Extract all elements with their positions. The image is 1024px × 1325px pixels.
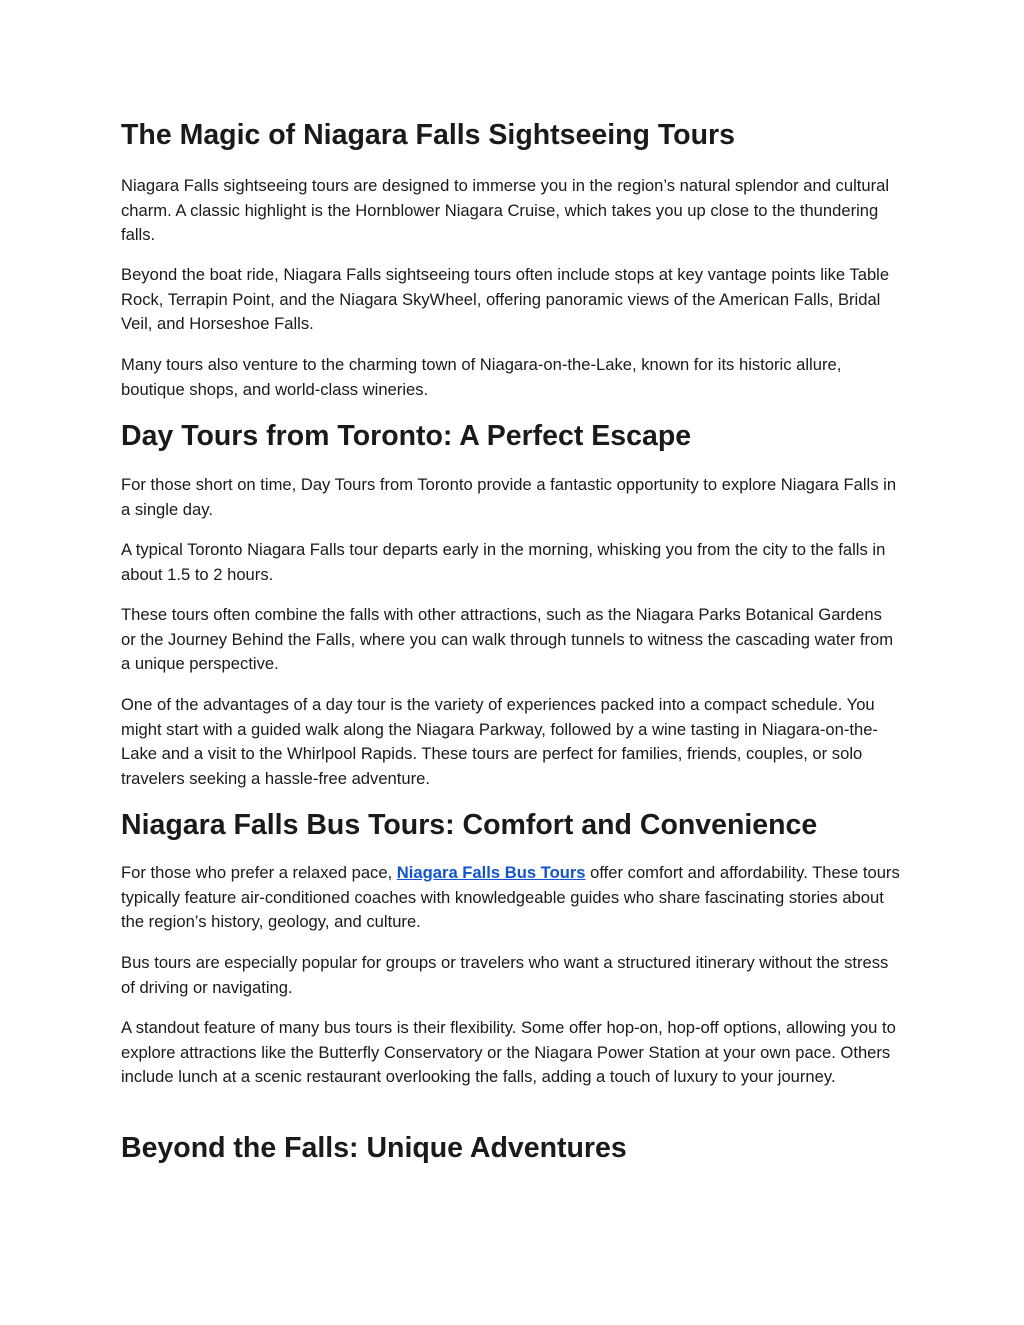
paragraph: For those short on time, Day Tours from Toronto provide a fantastic opportunity to explore Niagara Falls in a single day.: [121, 475, 897, 519]
paragraph: Niagara Falls sightseeing tours are designed to immerse you in the region’s natural splendor and cultural charm. A classic highlight is the Hornblower Niagara Cruise, which takes you up close to the thundering falls.: [121, 176, 890, 244]
section-heading-beyond-the-falls: Beyond the Falls: Unique Adventures: [121, 1132, 627, 1164]
paragraph-text-after-link: offer comfort and affordability. These tours typically feature air-conditioned coaches with knowledgeable guides who share fascinating stories about the region’s history, geology, and culture.: [121, 863, 900, 931]
paragraph: Bus tours are especially popular for groups or travelers who want a structured itinerary without the stress of driving or navigating.: [121, 953, 889, 997]
paragraph: A typical Toronto Niagara Falls tour departs early in the morning, whisking you from the city to the falls in about 1.5 to 2 hours.: [121, 540, 886, 584]
section-heading-sightseeing-tours: The Magic of Niagara Falls Sightseeing Tours: [121, 119, 735, 151]
bus-tours-link[interactable]: Niagara Falls Bus Tours: [396, 863, 586, 882]
paragraph: These tours often combine the falls with other attractions, such as the Niagara Parks Botanical Gardens or the Journey Behind the Falls, where you can walk through tunnels to witness the cascading water from a unique perspective.: [121, 605, 894, 673]
paragraph-with-link: [121, 861, 901, 935]
paragraph: Many tours also venture to the charming town of Niagara-on-the-Lake, known for its historic allure, boutique shops, and world-class wineries.: [121, 355, 842, 399]
section-heading-bus-tours: Niagara Falls Bus Tours: Comfort and Convenience: [121, 809, 818, 841]
paragraph: A standout feature of many bus tours is their flexibility. Some offer hop-on, hop-off options, allowing you to explore attractions like the Butterfly Conservatory or the Niagara Power Station at your own pace. Others include lunch at a scenic restaurant overlooking the falls, adding a touch of luxury to your journey.: [121, 1018, 896, 1086]
section-heading-day-tours: Day Tours from Toronto: A Perfect Escape: [121, 420, 692, 452]
paragraph: One of the advantages of a day tour is the variety of experiences packed into a compact schedule. You might start with a guided walk along the Niagara Parkway, followed by a wine tasting in Niagara-on-the-Lake and a visit to the Whirlpool Rapids. These tours are perfect for families, friends, couples, or solo travelers seeking a hassle-free adventure.: [121, 695, 878, 788]
paragraph-text-before-link: For those who prefer a relaxed pace,: [121, 863, 397, 882]
paragraph: Beyond the boat ride, Niagara Falls sightseeing tours often include stops at key vantage points like Table Rock, Terrapin Point, and the Niagara SkyWheel, offering panoramic views of the American Falls, Bridal Veil, and Horseshoe Falls.: [121, 265, 890, 333]
